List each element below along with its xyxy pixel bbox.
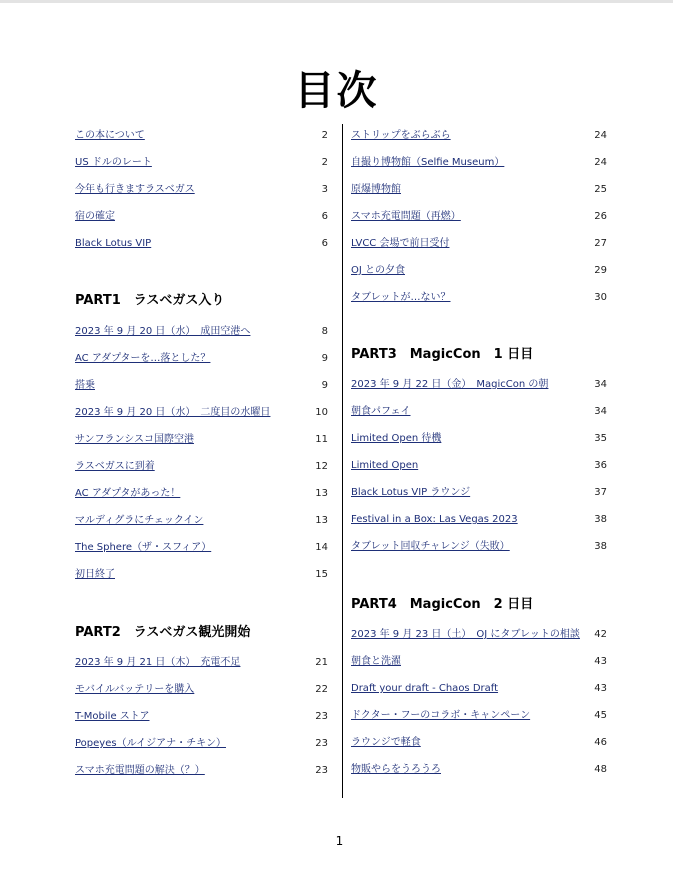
toc-section-heading: PART1 ラスベガス入り: [75, 293, 225, 308]
toc-entry-link[interactable]: ラウンジで軽食: [351, 737, 421, 748]
toc-entry[interactable]: [75, 486, 328, 502]
toc-entry-link[interactable]: US ドルのレート: [75, 157, 152, 168]
toc-entry-link[interactable]: サンフランシスコ国際空港: [75, 434, 194, 445]
toc-entry-link[interactable]: ドクター・フーのコラボ・キャンペーン: [351, 710, 531, 721]
toc-entry[interactable]: [75, 655, 328, 671]
toc-entry-page-number: 15: [315, 569, 328, 580]
toc-entry[interactable]: [351, 263, 607, 279]
toc-entry-page-number: 23: [315, 738, 328, 749]
toc-entry-page-number: 2: [321, 157, 328, 168]
toc-entry[interactable]: [351, 485, 607, 501]
toc-entry-link[interactable]: T-Mobile ストア: [75, 711, 150, 722]
toc-entry[interactable]: [75, 540, 328, 556]
toc-entry-link[interactable]: The Sphere（ザ・スフィア）: [75, 542, 212, 553]
toc-entry-link[interactable]: AC アダプターを…落とした？: [75, 353, 211, 364]
toc-entry-link[interactable]: OJ との夕食: [351, 265, 405, 276]
toc-entry-page-number: 23: [315, 711, 328, 722]
toc-entry-page-number: 38: [594, 514, 607, 525]
top-edge-bar: [0, 0, 673, 3]
toc-entry[interactable]: [75, 155, 328, 171]
toc-entry-page-number: 9: [321, 353, 328, 364]
toc-entry[interactable]: [351, 155, 607, 171]
toc-entry[interactable]: [351, 431, 607, 447]
toc-entry-page-number: 27: [594, 238, 607, 249]
toc-entry-page-number: 30: [594, 292, 607, 303]
toc-section-heading: PART3 MagicCon 1 日目: [351, 347, 534, 362]
toc-entry-page-number: 24: [594, 157, 607, 168]
toc-entry-link[interactable]: AC アダプタがあった！: [75, 488, 181, 499]
toc-entry-link[interactable]: 宿の確定: [75, 211, 115, 222]
toc-section-heading: PART4 MagicCon 2 日目: [351, 597, 534, 612]
toc-entry-link[interactable]: モバイルバッテリーを購入: [75, 684, 195, 695]
toc-entry[interactable]: [75, 682, 328, 698]
toc-entry[interactable]: [351, 128, 607, 144]
toc-entry[interactable]: [75, 513, 328, 529]
toc-entry-link[interactable]: 朝食パフェイ: [351, 406, 411, 417]
toc-entry-page-number: 48: [594, 764, 607, 775]
toc-entry[interactable]: [351, 458, 607, 474]
toc-entry[interactable]: [351, 627, 607, 643]
toc-entry[interactable]: [75, 209, 328, 225]
toc-entry[interactable]: [351, 708, 607, 724]
toc-entry-page-number: 11: [315, 434, 328, 445]
toc-entry-page-number: 46: [594, 737, 607, 748]
toc-entry-page-number: 45: [594, 710, 607, 721]
toc-entry[interactable]: [75, 567, 328, 583]
toc-entry[interactable]: [75, 378, 328, 394]
toc-entry-page-number: 43: [594, 656, 607, 667]
toc-entry-link[interactable]: タブレットが…ない？: [351, 292, 451, 303]
toc-entry-page-number: 8: [321, 326, 328, 337]
toc-entry-link[interactable]: スマホ充電問題の解決（？）: [75, 765, 205, 776]
toc-entry[interactable]: [75, 709, 328, 725]
toc-entry[interactable]: [75, 736, 328, 752]
toc-entry[interactable]: [351, 735, 607, 751]
toc-entry-page-number: 13: [315, 515, 328, 526]
toc-entry[interactable]: [75, 236, 328, 252]
toc-entry-page-number: 29: [594, 265, 607, 276]
toc-entry-link[interactable]: 物販やらをうろうろ: [351, 764, 441, 775]
toc-entry-page-number: 2: [321, 130, 328, 141]
toc-entry[interactable]: [351, 209, 607, 225]
toc-entry-page-number: 22: [315, 684, 328, 695]
toc-entry-link[interactable]: 自撮り博物館（Selfie Museum）: [351, 157, 505, 168]
toc-entry-link[interactable]: LVCC 会場で前日受付: [351, 238, 450, 249]
toc-entry[interactable]: [75, 351, 328, 367]
toc-entry-link[interactable]: ストリップをぶらぶら: [351, 130, 451, 141]
toc-entry-link[interactable]: Limited Open 待機: [351, 433, 442, 444]
toc-entry[interactable]: [351, 290, 607, 306]
toc-entry-page-number: 3: [321, 184, 328, 195]
toc-entry-page-number: 12: [315, 461, 328, 472]
toc-entry-page-number: 36: [594, 460, 607, 471]
toc-entry-page-number: 6: [321, 211, 328, 222]
toc-entry-link[interactable]: 2023 年 9 月 20 日（水） 二度目の水曜日: [75, 407, 271, 418]
toc-entry-page-number: 10: [315, 407, 328, 418]
toc-entry-link[interactable]: Draft your draft - Chaos Draft: [351, 683, 499, 694]
toc-entry-page-number: 21: [315, 657, 328, 668]
toc-entry-page-number: 9: [321, 380, 328, 391]
toc-entry-link[interactable]: タブレット回収チャレンジ（失敗）: [351, 541, 510, 552]
toc-entry[interactable]: [75, 432, 328, 448]
toc-entry-page-number: 14: [315, 542, 328, 553]
toc-entry-page-number: 26: [594, 211, 607, 222]
toc-entry-link[interactable]: 今年も行きますラスベガス: [75, 184, 195, 195]
toc-entry-page-number: 25: [594, 184, 607, 195]
toc-entry-link[interactable]: 2023 年 9 月 21 日（木） 充電不足: [75, 657, 241, 668]
toc-entry-link[interactable]: Black Lotus VIP: [75, 238, 152, 249]
toc-entry-page-number: 42: [594, 629, 607, 640]
toc-entry-link[interactable]: ラスベガスに到着: [75, 461, 155, 472]
toc-entry[interactable]: [351, 539, 607, 555]
toc-entry-page-number: 34: [594, 379, 607, 390]
toc-entry-page-number: 13: [315, 488, 328, 499]
toc-entry-page-number: 35: [594, 433, 607, 444]
toc-entry[interactable]: [351, 377, 607, 393]
toc-entry-link[interactable]: 2023 年 9 月 23 日（土） OJ にタブレットの相談: [351, 629, 580, 640]
toc-entry-page-number: 38: [594, 541, 607, 552]
toc-entry[interactable]: [75, 128, 328, 144]
toc-entry[interactable]: [351, 762, 607, 778]
toc-entry-link[interactable]: Popeyes（ルイジアナ・チキン）: [75, 738, 226, 749]
toc-entry-link[interactable]: 原爆博物館: [351, 184, 401, 195]
page-number: 1: [335, 834, 344, 848]
toc-entry-page-number: 34: [594, 406, 607, 417]
toc-entry-link[interactable]: Limited Open: [351, 460, 419, 471]
toc-entry-link[interactable]: 搭乗: [75, 380, 95, 391]
toc-entry-page-number: 24: [594, 130, 607, 141]
toc-entry-link[interactable]: Black Lotus VIP ラウンジ: [351, 487, 471, 498]
toc-entry[interactable]: [75, 324, 328, 340]
toc-entry[interactable]: [351, 182, 607, 198]
toc-entry[interactable]: [351, 236, 607, 252]
page-title: 目次: [294, 67, 379, 114]
toc-entry-page-number: 43: [594, 683, 607, 694]
toc-entry-page-number: 23: [315, 765, 328, 776]
toc-entry[interactable]: [351, 512, 607, 528]
toc-entry-link[interactable]: 2023 年 9 月 22 日（金） MagicCon の朝: [351, 379, 549, 390]
toc-entry[interactable]: [351, 654, 607, 670]
toc-entry[interactable]: [75, 763, 328, 779]
toc-entry-link[interactable]: この本について: [75, 130, 145, 141]
toc-entry-link[interactable]: 2023 年 9 月 20 日（水） 成田空港へ: [75, 326, 251, 337]
toc-entry-page-number: 37: [594, 487, 607, 498]
toc-entry[interactable]: [75, 182, 328, 198]
toc-entry-link[interactable]: 朝食と洗濯: [351, 656, 401, 667]
toc-entry[interactable]: [75, 405, 328, 421]
toc-section-heading: PART2 ラスベガス観光開始: [75, 625, 251, 640]
column-divider: [342, 124, 343, 798]
toc-entry-link[interactable]: 初日終了: [75, 569, 115, 580]
toc-entry-link[interactable]: マルディグラにチェックイン: [75, 515, 204, 526]
toc-entry[interactable]: [351, 681, 607, 697]
toc-entry[interactable]: [351, 404, 607, 420]
toc-entry[interactable]: [75, 459, 328, 475]
toc-entry-link[interactable]: Festival in a Box: Las Vegas 2023: [351, 514, 518, 525]
toc-entry-link[interactable]: スマホ充電問題（再燃）: [351, 211, 461, 222]
toc-entry-page-number: 6: [321, 238, 328, 249]
